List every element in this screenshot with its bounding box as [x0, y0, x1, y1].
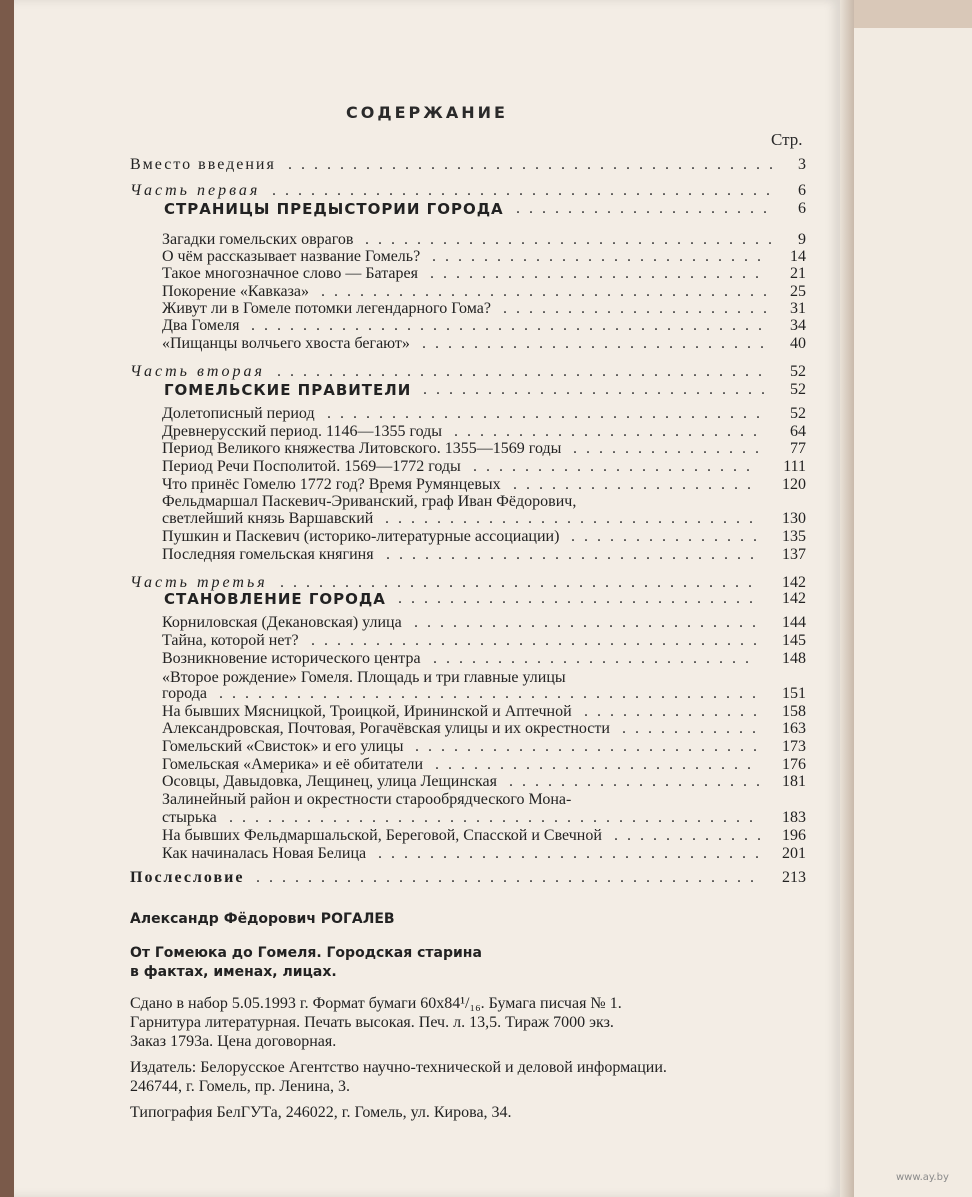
leader-dots: ....................................... [256, 869, 763, 886]
toc-entry-title: Покорение «Кавказа» [162, 283, 310, 300]
leader-dots: .......................... [432, 248, 770, 265]
watermark: www.ay.by [896, 1172, 949, 1183]
toc-entry-page: 196 [782, 827, 806, 844]
toc-entry [14, 199, 840, 219]
toc-entry-page: 137 [782, 546, 806, 563]
book-edge [840, 0, 972, 28]
toc-entry-page: 213 [782, 869, 806, 886]
toc-entry-page: 135 [782, 528, 806, 545]
toc-entry-page: 9 [798, 231, 806, 248]
imprint-print-line-1: Сдано в набор 5.05.1993 г. Формат бумаги 60x84¹/₁₆. Бумага писчая № 1. [130, 995, 622, 1012]
toc-entry [14, 649, 840, 669]
toc-entry-title: Такое многозначное слово — Батарея [162, 265, 418, 282]
leader-dots: ........................... [423, 381, 774, 398]
leader-dots: .................................. [327, 405, 769, 422]
toc-entry-page: 31 [790, 300, 806, 317]
toc-entry-title: Фельдмаршал Паскевич-Эриванский, граф Иван Фёдорович, [162, 493, 577, 510]
toc-entry-page: 142 [782, 574, 806, 591]
toc-entry [14, 439, 840, 459]
leader-dots: ..................................... [280, 574, 761, 591]
imprint-title-line-2: в фактах, именах, лицах. [130, 964, 337, 980]
toc-entry-page: 3 [798, 156, 806, 173]
toc-entry [14, 808, 840, 828]
toc-entry-page: 40 [790, 335, 806, 352]
leader-dots: .................... [509, 773, 769, 790]
toc-entry-title: стырька [162, 809, 217, 826]
toc-entry-title: Александровская, Почтовая, Рогачёвская улицы и их окрестности [162, 720, 610, 737]
toc-entry [14, 790, 840, 810]
toc-entry-title: Загадки гомельских оврагов [162, 231, 354, 248]
leader-dots: ............................. [385, 510, 762, 527]
toc-entry [14, 684, 840, 704]
toc-entry-title: Корниловская (Декановская) улица [162, 614, 402, 631]
toc-entry-title: Гомельская «Америка» и её обитатели [162, 756, 424, 773]
leader-dots: ......................... [433, 650, 758, 667]
toc-entry [14, 545, 840, 565]
leader-dots: ......................... [435, 756, 760, 773]
toc-entry [14, 404, 840, 424]
toc-entry-title: СТАНОВЛЕНИЕ ГОРОДА [164, 590, 386, 608]
toc-entry-title: Вместо введения [130, 156, 276, 173]
imprint-author: Александр Фёдорович РОГАЛЕВ [130, 911, 395, 927]
toc-entry-title: Залинейный район и окрестности старообрядческого Мона- [162, 791, 572, 808]
leader-dots: ............................. [386, 546, 763, 563]
leader-dots: ..................... [503, 300, 776, 317]
toc-entry-title: Живут ли в Гомеле потомки легендарного Гома? [162, 300, 491, 317]
toc-entry-title: Последняя гомельская княгиня [162, 546, 374, 563]
toc-entry [14, 826, 840, 846]
toc-entry-page: 145 [782, 632, 806, 649]
leader-dots: ............... [571, 528, 766, 545]
toc-entry [14, 589, 840, 609]
toc-entry-title: СТРАНИЦЫ ПРЕДЫСТОРИИ ГОРОДА [164, 200, 504, 218]
toc-entry [14, 316, 840, 336]
toc-entry-title: светлейший князь Варшавский [162, 510, 374, 527]
toc-entry-page: 163 [782, 720, 806, 737]
toc-entry-title: Послесловие [130, 869, 245, 886]
leader-dots: ...................................... [288, 156, 782, 173]
leader-dots: ....................................... [272, 182, 779, 199]
toc-entry [14, 527, 840, 547]
leader-dots: .......................................... [219, 685, 765, 702]
toc-entry [14, 868, 840, 888]
leader-dots: ...................................... [277, 363, 771, 380]
leader-dots: ........................... [414, 614, 765, 631]
toc-entry-title: На бывших Фельдмаршальской, Береговой, Спасской и Свечной [162, 827, 602, 844]
toc-entry-page: 64 [790, 423, 806, 440]
toc-entry-title: ГОМЕЛЬСКИЕ ПРАВИТЕЛИ [164, 381, 412, 399]
toc-entry-page: 158 [782, 703, 806, 720]
toc-entry-title: Период Речи Посполитой. 1569—1772 годы [162, 458, 461, 475]
toc-entry-page: 151 [782, 685, 806, 702]
leader-dots: .................... [516, 200, 776, 217]
toc-entry-page: 25 [790, 283, 806, 300]
leader-dots: ........................ [454, 423, 766, 440]
toc-entry-page: 173 [782, 738, 806, 755]
table-of-contents [14, 0, 840, 900]
toc-entry-page: 14 [790, 248, 806, 265]
toc-entry [14, 155, 840, 175]
toc-entry-title: Часть третья [130, 574, 268, 591]
imprint-title-line-1: От Гомеюка до Гомеля. Городская старина [130, 945, 482, 961]
leader-dots: .............. [584, 703, 766, 720]
toc-entry-title: Два Гомеля [162, 317, 240, 334]
toc-entry [14, 772, 840, 792]
leader-dots: ........................................ [251, 317, 771, 334]
leader-dots: ................................ [365, 231, 781, 248]
toc-entry-title: «Второе рождение» Гомеля. Площадь и три главные улицы [162, 669, 566, 686]
toc-entry [14, 334, 840, 354]
toc-entry-page: 21 [790, 265, 806, 282]
toc-entry [14, 613, 840, 633]
toc-entry-page: 77 [790, 440, 806, 457]
leader-dots: ............... [573, 440, 768, 457]
toc-entry-title: «Пищанцы волчьего хвоста бегают» [162, 335, 410, 352]
leader-dots: ................................... [321, 283, 776, 300]
toc-entry-title: Древнерусский период. 1146—1355 годы [162, 423, 443, 440]
toc-entry-title: Долетописный период [162, 405, 315, 422]
toc-entry-page: 183 [782, 809, 806, 826]
toc-entry-page: 176 [782, 756, 806, 773]
contents-page [14, 0, 840, 1197]
toc-entry-page: 6 [798, 182, 806, 199]
page-column-label: Стр. [771, 130, 803, 149]
leader-dots: ........... [622, 720, 765, 737]
toc-entry-page: 6 [798, 200, 806, 217]
page-title: СОДЕРЖАНИЕ [346, 103, 508, 122]
toc-entry-title: Как начиналась Новая Белица [162, 845, 367, 862]
toc-entry [14, 719, 840, 739]
leader-dots: ...................... [473, 458, 759, 475]
leader-dots: ........................... [415, 738, 766, 755]
toc-entry-page: 52 [790, 381, 806, 398]
toc-entry [14, 362, 840, 382]
toc-entry-page: 120 [782, 476, 806, 493]
spine-shadow [840, 0, 854, 1197]
toc-entry-page: 130 [782, 510, 806, 527]
toc-entry-title: Гомельский «Свисток» и его улицы [162, 738, 404, 755]
toc-entry [14, 844, 840, 864]
toc-entry-title: Пушкин и Паскевич (историко-литературные ассоциации) [162, 528, 560, 545]
toc-entry-title: Часть вторая [130, 363, 265, 380]
toc-entry-page: 52 [790, 363, 806, 380]
toc-entry-page: 142 [782, 590, 806, 607]
toc-entry-page: 34 [790, 317, 806, 334]
toc-entry-title: Часть первая [130, 182, 261, 199]
facing-page [840, 28, 972, 1197]
toc-entry-title: Тайна, которой нет? [162, 632, 299, 649]
toc-entry-page: 111 [783, 458, 806, 475]
toc-entry-page: 148 [782, 650, 806, 667]
leader-dots: ............ [614, 827, 770, 844]
imprint-publisher-line-2: 246744, г. Гомель, пр. Ленина, 3. [130, 1078, 350, 1095]
leader-dots: ................................... [311, 632, 766, 649]
imprint-printer: Типография БелГУТа, 246022, г. Гомель, ул. Кирова, 34. [130, 1104, 512, 1121]
leader-dots: .............................. [378, 845, 768, 862]
leader-dots: ......................................... [229, 809, 762, 826]
toc-entry-page: 52 [790, 405, 806, 422]
toc-entry [14, 737, 840, 757]
leader-dots: ................... [513, 476, 760, 493]
imprint-print-line-2: Гарнитура литературная. Печать высокая. Печ. л. 13,5. Тираж 7000 экз. [130, 1014, 614, 1031]
toc-entry-title: Что принёс Гомелю 1772 год? Время Румянцевых [162, 476, 501, 493]
toc-entry [14, 181, 840, 201]
toc-entry-page: 181 [782, 773, 806, 790]
leader-dots: .......................... [430, 265, 768, 282]
toc-entry [14, 509, 840, 529]
toc-entry-title: Возникновение исторического центра [162, 650, 421, 667]
toc-entry-page: 144 [782, 614, 806, 631]
toc-entry-title: Осовцы, Давыдовка, Лещинец, улица Лещинская [162, 773, 498, 790]
toc-entry-title: На бывших Мясницкой, Троицкой, Ирининской и Аптечной [162, 703, 572, 720]
toc-entry [14, 457, 840, 477]
toc-entry-page: 201 [782, 845, 806, 862]
toc-entry [14, 264, 840, 284]
toc-entry [14, 380, 840, 400]
toc-entry-title: О чём рассказывает название Гомель? [162, 248, 421, 265]
toc-entry-title: города [162, 685, 207, 702]
leader-dots: ........................... [422, 335, 773, 352]
toc-entry [14, 631, 840, 651]
imprint-publisher-line-1: Издатель: Белорусское Агентство научно-технической и деловой информации. [130, 1059, 667, 1076]
toc-entry-title: Период Великого княжества Литовского. 1355—1569 годы [162, 440, 562, 457]
leader-dots: ............................ [398, 590, 762, 607]
imprint-print-line-3: Заказ 1793а. Цена договорная. [130, 1033, 337, 1050]
